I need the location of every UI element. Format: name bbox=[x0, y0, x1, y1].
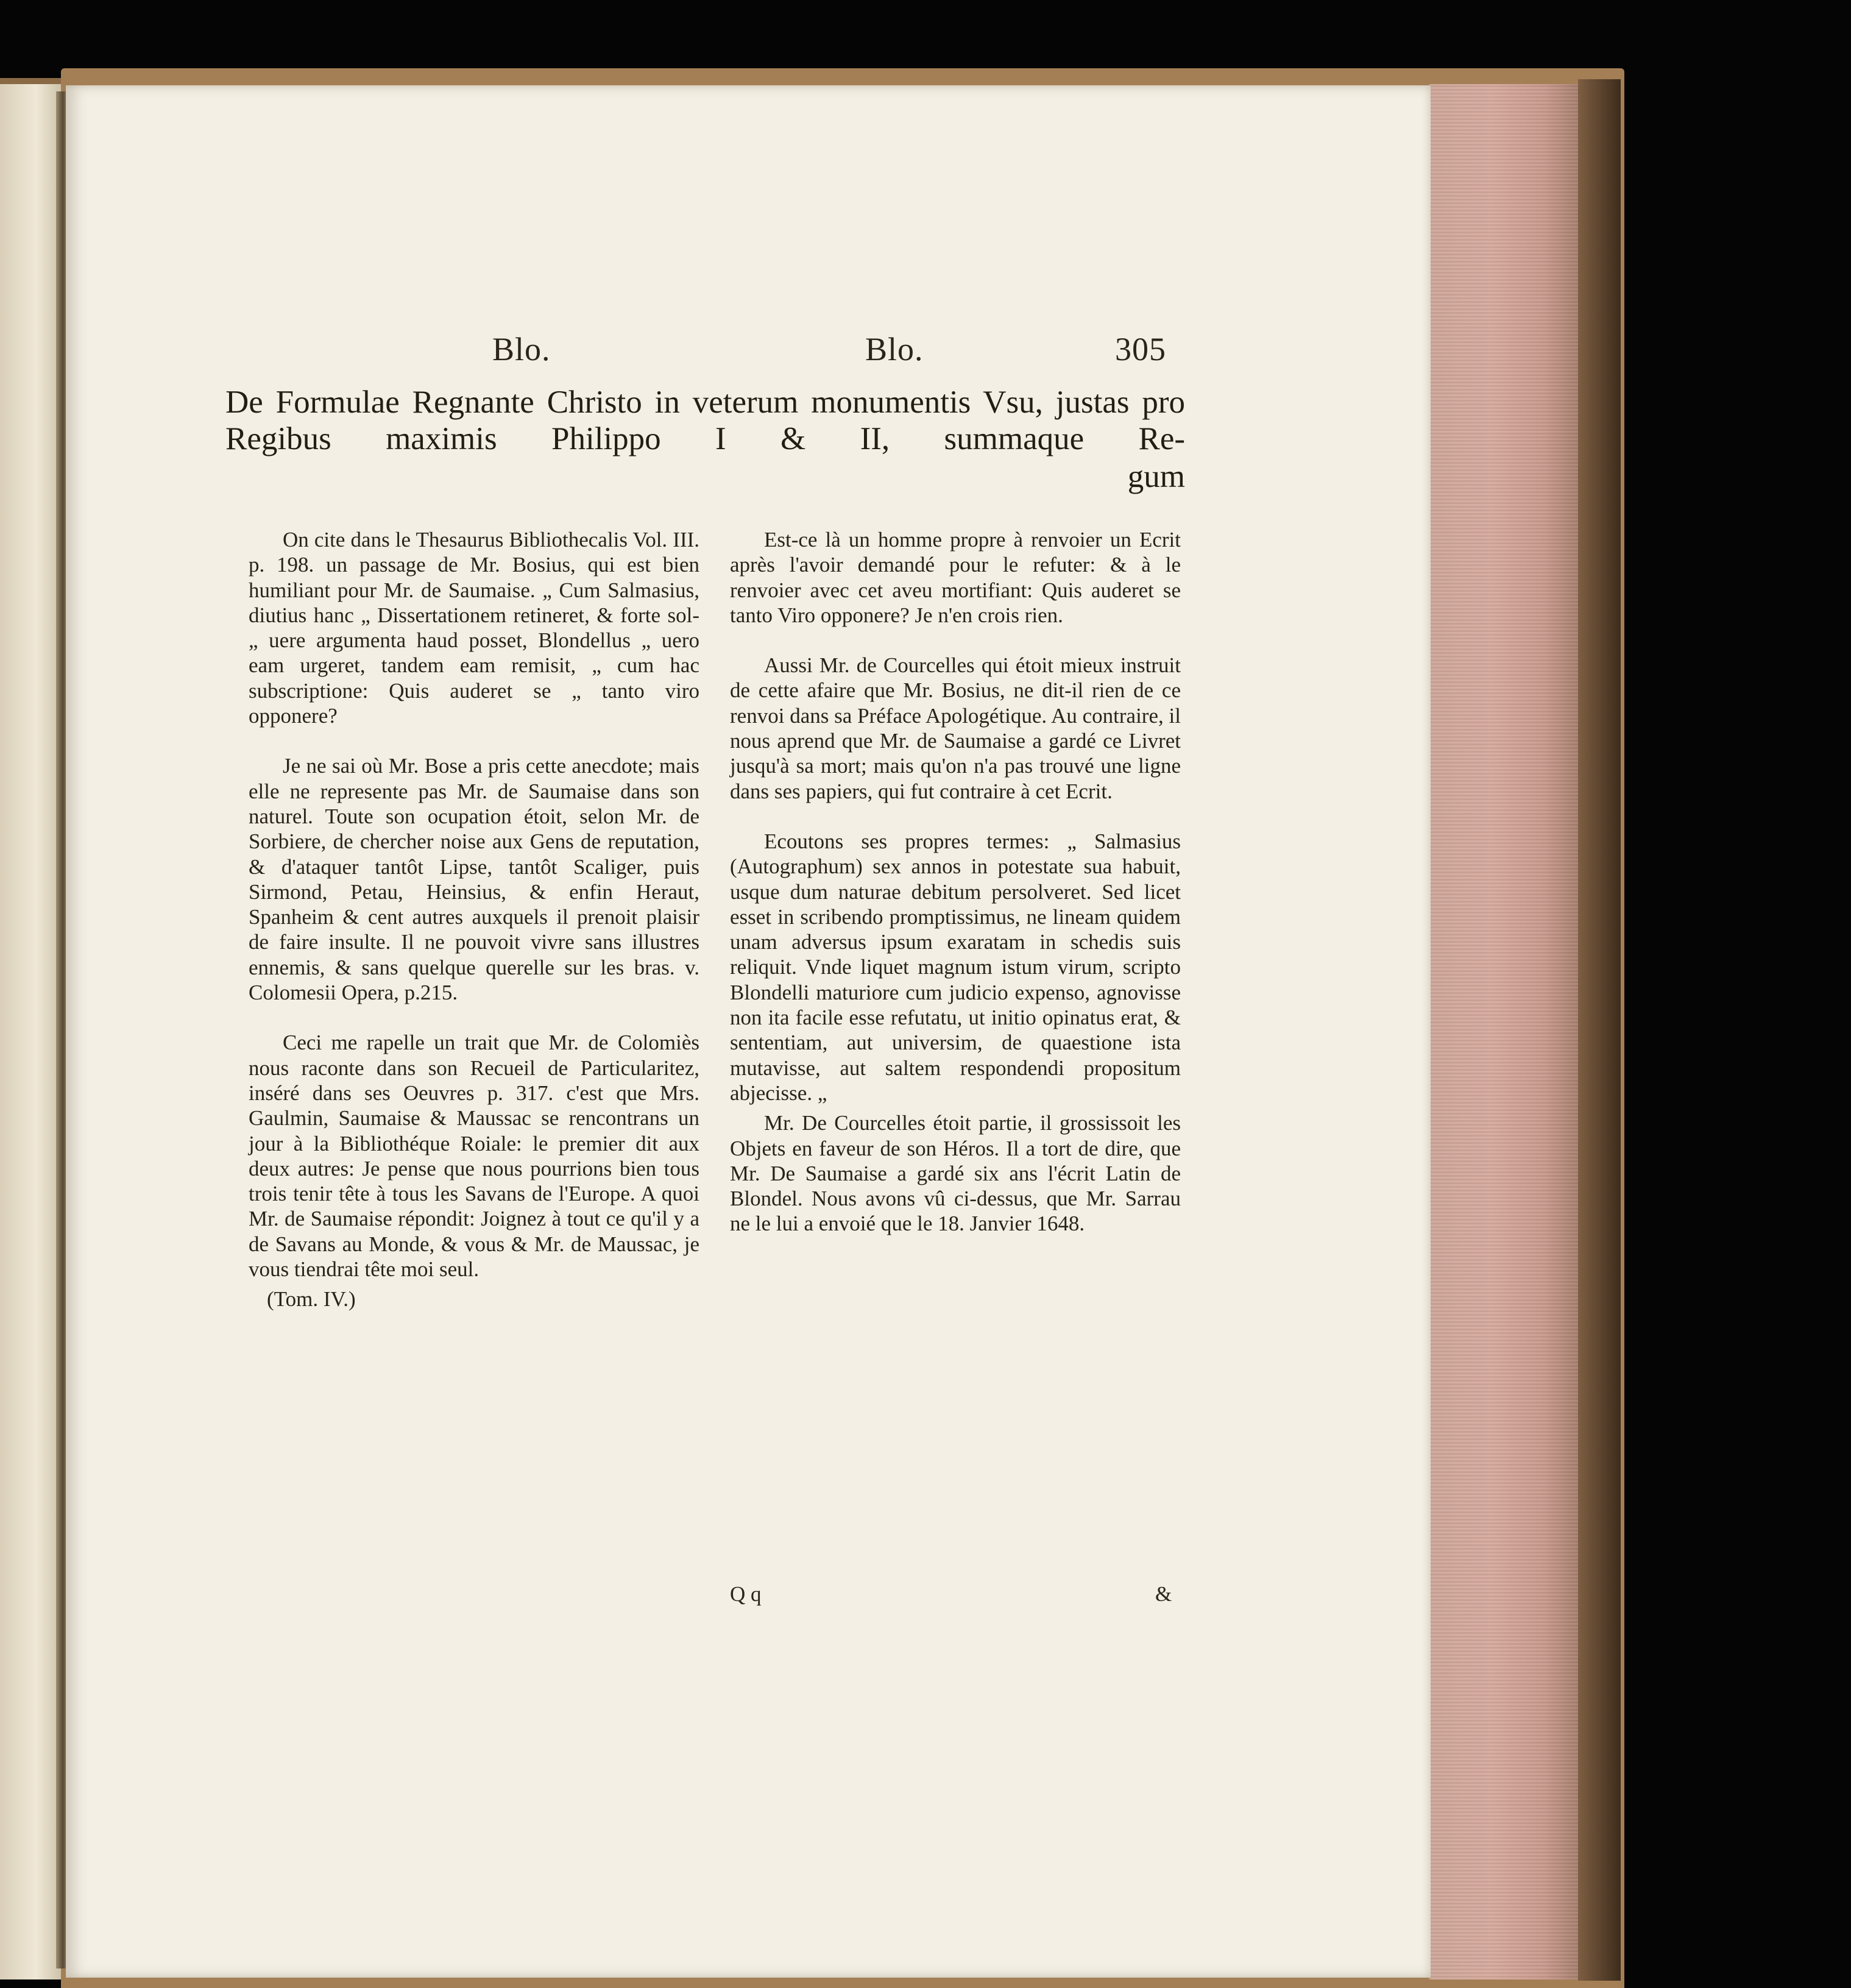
paragraph-right-2: Aussi Mr. de Courcelles qui étoit mieux instruit de cette afaire que Mr. Bosius, ne dit-il rien de ce renvoi dans sa Préface Apologétique. Au contraire, il nous aprend que Mr. de Saumaise a gardé ce Livret jusqu'à sa mort; mais qu'on n'a pas trouvé une ligne dans ses papiers, qui fut contraire à cet Ecrit. bbox=[730, 653, 1181, 803]
paragraph-right-3: Ecoutons ses propres termes: „ Salmasius (Autographum) sex annos in potestate sua habuit, usque dum naturae debitum persolveret. Sed licet esset in scribendo promptissimus, ne lineam quidem unam adversus ipsum exaratam in schedis suis reliquit. Vnde liquet magnum istum virum, scripto Blondelli maturiore cum judicio expenso, agnovisse non ita facile esse refutatu, ut initio opinatus erat, & sententiam, aut universim, de quaestione ista mutavisse, aut saltem respondendi propositum abjecisse. „ bbox=[730, 829, 1181, 1105]
book-title-citation: De Formulae Regnante Christo in veterum monumentis Vsu, justas pro Regibus maximis Philippo I & II, summaque Re- bbox=[225, 385, 1185, 456]
volume-reference: (Tom. IV.) bbox=[267, 1287, 356, 1312]
book-title-end: gum bbox=[1127, 459, 1185, 494]
running-head-center: Blo. bbox=[865, 331, 924, 367]
right-column bbox=[730, 527, 1181, 1241]
paragraph-right-4: Mr. De Courcelles étoit partie, il grossissoit les Objets en faveur de son Héros. Il a tort de dire, que Mr. De Saumaise a gardé six ans l'écrit Latin de Blondel. Nous avons vû ci-dessus, que Mr. Sarrau ne le lui a envoié que le 18. Janvier 1648. bbox=[730, 1111, 1181, 1236]
signature-mark: Q q bbox=[730, 1582, 762, 1606]
left-column bbox=[249, 527, 699, 1312]
catchword: & bbox=[1155, 1582, 1172, 1606]
paragraph-left-1: On cite dans le Thesaurus Bibliothecalis Vol. III. p. 198. un passage de Mr. Bosius, qui est bien humiliant pour Mr. de Saumaise. „ Cum Salmasius, diutius hanc „ Dissertationem retineret, & forte sol- „ uere argumenta haud posset, Blondellus „ uero eam urgeret, tandem eam remisit, „ cum hac subscriptione: Quis auderet se „ tanto viro opponere? bbox=[249, 528, 699, 728]
paragraph-left-2: Je ne sai où Mr. Bose a pris cette anecdote; mais elle ne represente pas Mr. de Saumaise dans son naturel. Toute son ocupation étoit, selon Mr. de Sorbiere, de chercher noise aux Gens de reputation, & d'ataquer tantôt Lipse, tantôt Scaliger, puis Sirmond, Petau, Heinsius, & enfin Heraut, Spanheim & cent autres auxquels il prenoit plaisir de faire insulte. Il ne pouvoit vivre sans illustres ennemis, & sans quelque querelle sur les bras. v. Colomesii Opera, p.215. bbox=[249, 754, 699, 1005]
paragraph-right-1: Est-ce là un homme propre à renvoier un Ecrit après l'avoir demandé pour le refuter: & à le renvoier avec cet aveu mortifiant: Quis auderet se tanto Viro opponere? Je n'en crois rien. bbox=[730, 528, 1181, 627]
page-block-edge bbox=[1429, 84, 1583, 1979]
cover-edge bbox=[1578, 79, 1621, 1981]
page-number: 305 bbox=[1115, 331, 1166, 367]
paragraph-left-3: Ceci me rapelle un trait que Mr. de Colomiès nous raconte dans son Recueil de Particularitez, inséré dans ses Oeuvres p. 317. c'est que Mrs. Gaulmin, Saumaise & Maussac se rencontrans un jour à la Bibliothéque Roiale: le premier dit aux deux autres: Je pense que nous pourrions bien tous trois tenir tête à tous les Savans de l'Europe. A quoi Mr. de Saumaise répondit: Joignez à tout ce qu'il y a de Savans au Monde, & vous & Mr. de Maussac, je vous tiendrai tête moi seul. bbox=[249, 1031, 699, 1282]
page bbox=[66, 85, 1431, 1978]
running-head-left: Blo. bbox=[492, 331, 551, 367]
